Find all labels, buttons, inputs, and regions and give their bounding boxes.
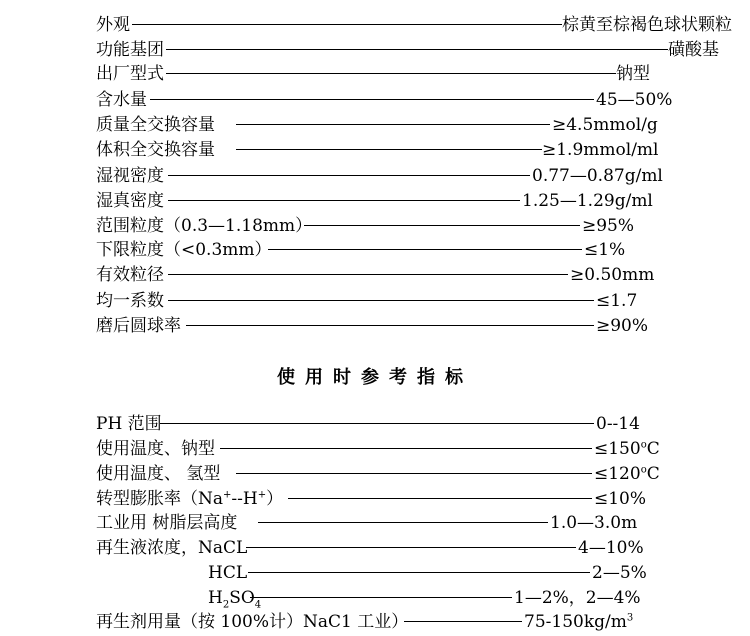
spec-row-volume-capacity bbox=[96, 138, 666, 162]
spec-label: 质量全交换容量 bbox=[96, 115, 215, 135]
spec-label: 含水量 bbox=[96, 90, 147, 110]
spec-label: 湿视密度 bbox=[96, 166, 164, 186]
spec-row-true-density bbox=[96, 189, 666, 213]
spec-row-lower-limit bbox=[96, 238, 666, 262]
usage-row-temp-h bbox=[96, 462, 666, 486]
leader-line bbox=[250, 597, 512, 598]
usage-label: 使用温度、 氢型 bbox=[96, 464, 221, 484]
usage-value: $\le 150^oC$ bbox=[594, 439, 660, 459]
spec-row-ionic-form bbox=[96, 62, 666, 86]
usage-label: HCL bbox=[208, 563, 248, 583]
spec-row-moisture bbox=[96, 88, 673, 112]
spec-value: 磺酸基 bbox=[668, 40, 719, 60]
spec-value: 棕黄至棕褐色球状颗粒 bbox=[562, 15, 732, 35]
spec-label: 均一系数 bbox=[96, 291, 164, 311]
spec-row-size-range bbox=[96, 214, 666, 238]
spec-value: ≥4.5mmol/g bbox=[552, 115, 658, 135]
leader-line bbox=[304, 225, 580, 226]
leader-line bbox=[168, 200, 520, 201]
spec-label: 体积全交换容量 bbox=[96, 140, 215, 160]
leader-line bbox=[268, 249, 582, 250]
leader-line bbox=[220, 448, 592, 449]
spec-row-effective-size bbox=[96, 263, 666, 287]
spec-row-uniformity bbox=[96, 289, 666, 313]
spec-label: 湿真密度 bbox=[96, 191, 164, 211]
spec-row-functional-group bbox=[96, 38, 719, 62]
usage-value: ≤10% bbox=[594, 489, 647, 509]
leader-line bbox=[186, 325, 594, 326]
leader-line bbox=[248, 572, 590, 573]
spec-value: ≤1% bbox=[584, 240, 626, 260]
leader-line bbox=[168, 274, 568, 275]
spec-label: 有效粒径 bbox=[96, 265, 164, 285]
spec-value: 1.25—1.29g/ml bbox=[522, 191, 653, 211]
spec-value: ≥1.9mmol/ml bbox=[542, 140, 659, 160]
usage-value: 0--14 bbox=[596, 414, 640, 434]
usage-value: 2—5% bbox=[592, 563, 647, 583]
usage-row-bed-height bbox=[96, 511, 666, 535]
usage-label: 转型膨胀率（Na+--H+） bbox=[96, 489, 284, 509]
usage-label: $H_2SO_4$ bbox=[208, 588, 262, 611]
spec-label: 出厂型式 bbox=[96, 64, 164, 84]
usage-value: 1—2%，2—4% bbox=[514, 588, 641, 608]
spec-label: 范围粒度（0.3—1.18mm） bbox=[96, 216, 313, 236]
leader-line bbox=[132, 24, 562, 25]
leader-line bbox=[166, 49, 668, 50]
spec-label: 下限粒度（<0.3mm） bbox=[96, 240, 272, 260]
usage-label: 工业用 树脂层高度 bbox=[96, 513, 238, 533]
leader-line bbox=[236, 124, 550, 125]
spec-label: 磨后圆球率 bbox=[96, 316, 181, 336]
spec-value: 0.77—0.87g/ml bbox=[532, 166, 663, 186]
spec-row-appearance bbox=[96, 13, 732, 37]
spec-row-sphericity bbox=[96, 314, 666, 338]
leader-line bbox=[160, 423, 594, 424]
usage-row-temp-na bbox=[96, 437, 666, 461]
spec-value: 45—50% bbox=[596, 90, 673, 110]
leader-line bbox=[258, 522, 548, 523]
leader-line bbox=[288, 498, 592, 499]
usage-label: 再生液浓度，NaCL bbox=[96, 538, 248, 558]
spec-value: ≤1.7 bbox=[596, 291, 638, 311]
leader-line bbox=[168, 175, 530, 176]
usage-row-regen-hcl bbox=[96, 561, 666, 585]
usage-row-ph bbox=[96, 412, 666, 436]
usage-value: $\le 120^oC$ bbox=[594, 464, 660, 484]
spec-value: ≥95% bbox=[582, 216, 635, 236]
usage-row-regen-h2so4 bbox=[96, 586, 666, 610]
leader-line bbox=[166, 73, 616, 74]
spec-value: ≥0.50mm bbox=[570, 265, 655, 285]
leader-line bbox=[236, 149, 542, 150]
leader-line bbox=[246, 547, 576, 548]
spec-row-mass-capacity bbox=[96, 113, 666, 137]
spec-value: ≥90% bbox=[596, 316, 649, 336]
usage-label: 使用温度、钠型 bbox=[96, 439, 215, 459]
usage-label: PH 范围 bbox=[96, 414, 162, 434]
usage-row-swelling bbox=[96, 487, 666, 511]
usage-label: 再生剂用量（按 100%计）NaC1 工业） bbox=[96, 612, 409, 632]
usage-value: 4—10% bbox=[578, 538, 644, 558]
leader-line bbox=[168, 300, 594, 301]
spec-label: 功能基团 bbox=[96, 40, 164, 60]
spec-label: 外观 bbox=[96, 15, 130, 35]
usage-row-regen-amount bbox=[96, 610, 666, 634]
leader-line bbox=[404, 621, 522, 622]
usage-value: $75-150kg/m^3$ bbox=[524, 612, 634, 632]
usage-heading: 使用时参考指标 bbox=[277, 367, 473, 388]
usage-value: 1.0—3.0m bbox=[550, 513, 638, 533]
spec-value: 钠型 bbox=[616, 64, 650, 84]
leader-line bbox=[236, 473, 592, 474]
leader-line bbox=[150, 99, 594, 100]
usage-row-regen-conc bbox=[96, 536, 666, 560]
spec-row-apparent-density bbox=[96, 164, 666, 188]
